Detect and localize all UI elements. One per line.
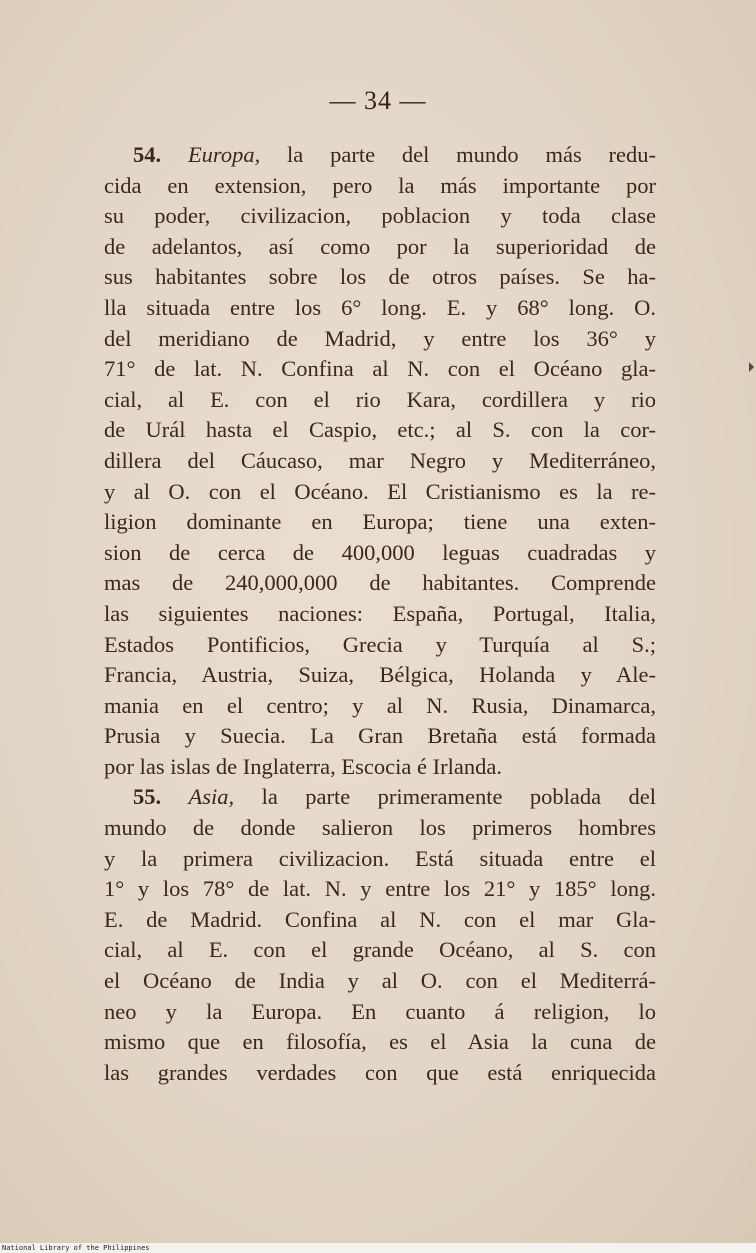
section-number: 54. — [133, 142, 162, 167]
paragraph-55-first-line — [104, 782, 656, 813]
body-text — [104, 140, 656, 1088]
footer-credit: National Library of the Philippines — [2, 1244, 150, 1252]
text-line: el Océano de India y al O. con el Mediterrá- — [104, 968, 656, 994]
text-line: cida en extension, pero la más importante por — [104, 172, 656, 198]
text-line: mundo de donde salieron los primeros hombres — [104, 815, 656, 841]
text-line: las grandes verdades con que está enriquecida — [104, 1059, 656, 1085]
text-line: Estados Pontificios, Grecia y Turquía al S.; — [104, 631, 656, 657]
footer-bar — [0, 1243, 756, 1253]
text-line: las siguientes naciones: España, Portugal, Italia, — [104, 600, 656, 626]
text-line: neo y la Europa. En cuanto á religion, lo — [104, 998, 656, 1024]
text-line: su poder, civilizacion, poblacion y toda clase — [104, 203, 656, 229]
text-line: lla situada entre los 6° long. E. y 68° long. O. — [104, 294, 656, 320]
page-edge-mark — [749, 362, 754, 372]
text-line: de Urál hasta el Caspio, etc.; al S. con la cor- — [104, 417, 656, 443]
text-line: ligion dominante en Europa; tiene una exten- — [104, 509, 656, 535]
text-line: Prusia y Suecia. La Gran Bretaña está formada — [104, 723, 656, 749]
text-line: por las islas de Inglaterra, Escocia é Irlanda. — [104, 753, 502, 779]
text-line: cial, al E. con el rio Kara, cordillera y rio — [104, 386, 656, 412]
text-line: sion de cerca de 400,000 leguas cuadradas y — [104, 539, 656, 565]
text-line: mismo que en filosofía, es el Asia la cuna de — [104, 1029, 656, 1055]
text-line: sus habitantes sobre los de otros países. Se ha- — [104, 264, 656, 290]
section-title: Asia, — [188, 784, 235, 810]
text-line: la parte del mundo más redu- — [287, 142, 656, 167]
text-line: Francia, Austria, Suiza, Bélgica, Holanda y Ale- — [104, 662, 656, 688]
text-line: dillera del Cáucaso, mar Negro y Mediterráneo, — [104, 447, 656, 473]
text-line: 71° de lat. N. Confina al N. con el Océano gla- — [104, 356, 656, 382]
text-line: cial, al E. con el grande Océano, al S. con — [104, 937, 656, 963]
text-line: y al O. con el Océano. El Cristianismo es la re- — [104, 478, 656, 504]
text-line: del meridiano de Madrid, y entre los 36° y — [104, 325, 656, 351]
text-line: y la primera civilizacion. Está situada entre el — [104, 845, 656, 871]
page-number: — 34 — — [329, 86, 427, 115]
text-line: de adelantos, así como por la superioridad de — [104, 233, 656, 259]
paragraph-54-first-line — [104, 140, 656, 171]
text-line: la parte primeramente poblada del — [261, 784, 656, 810]
section-title: Europa, — [187, 142, 261, 167]
section-number: 55. — [133, 784, 162, 810]
text-line: mas de 240,000,000 de habitantes. Comprende — [104, 570, 656, 596]
text-line: mania en el centro; y al N. Rusia, Dinamarca, — [104, 692, 656, 718]
text-line: E. de Madrid. Confina al N. con el mar Gla- — [104, 906, 656, 932]
text-line: 1° y los 78° de lat. N. y entre los 21° y 185° long. — [104, 876, 656, 902]
